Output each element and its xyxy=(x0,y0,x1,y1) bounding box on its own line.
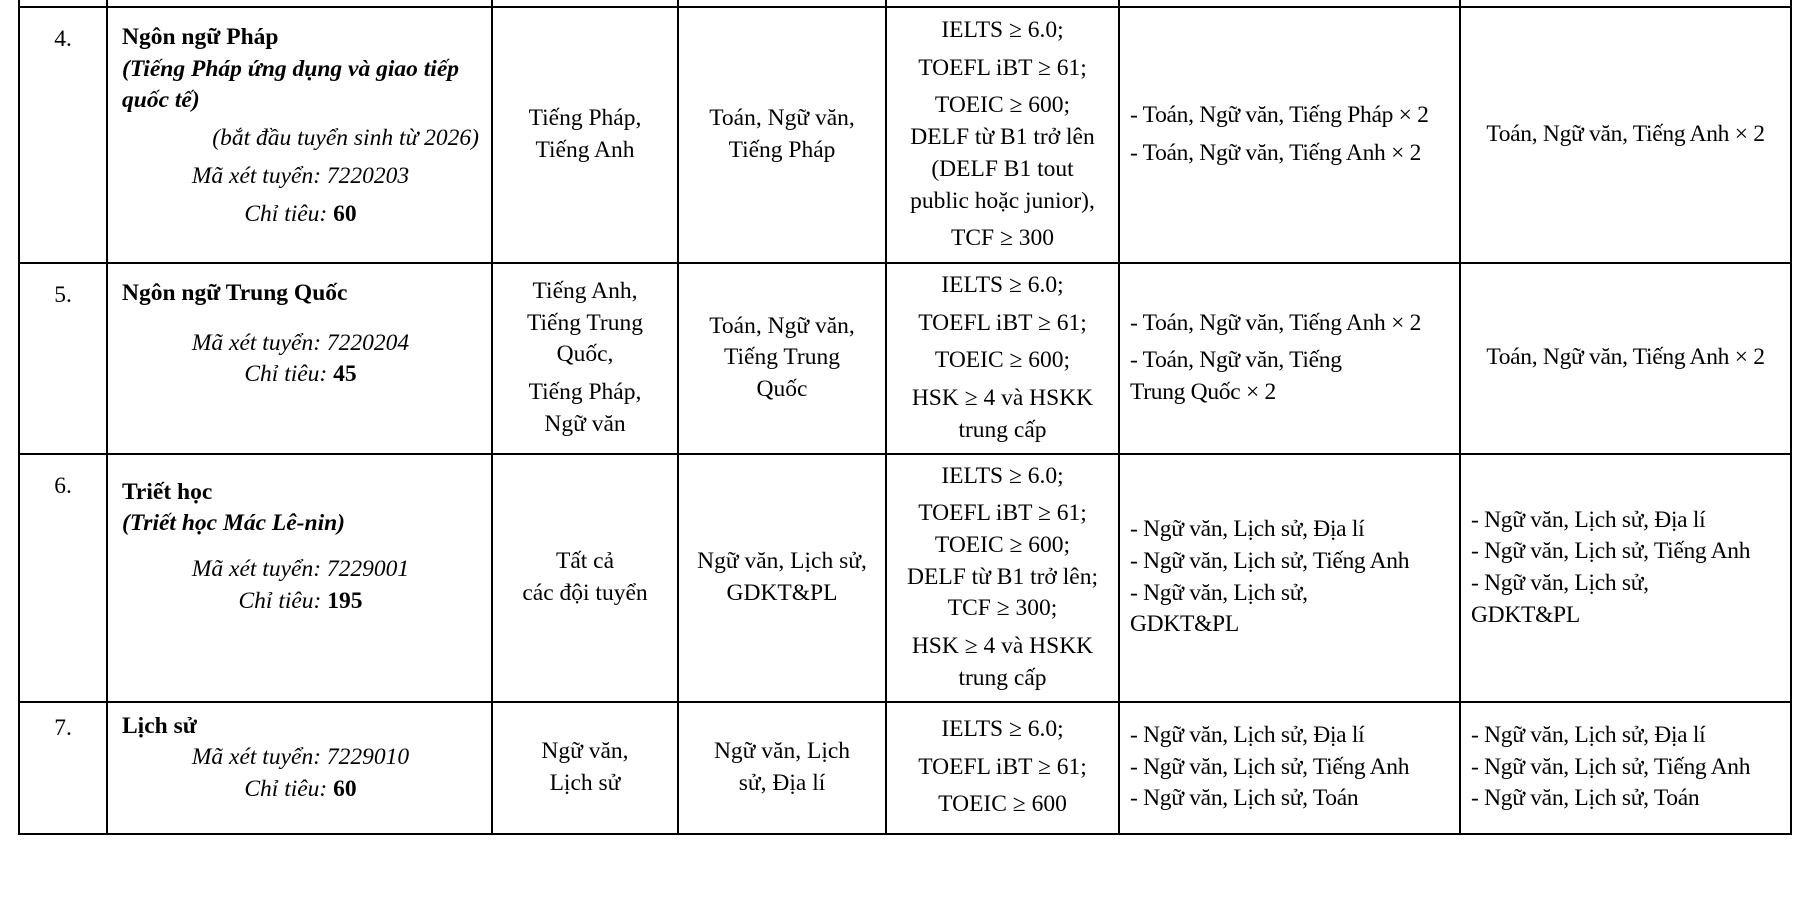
program-quota: Chỉ tiêu: 195 xyxy=(238,587,363,614)
program-code: Mã xét tuyển: 7229010 xyxy=(191,744,410,771)
program-cell xyxy=(107,263,492,454)
program-title: Ngôn ngữ Pháp xyxy=(122,24,279,50)
certificates-cell: IELTS ≥ 6.0; TOEFL iBT ≥ 61; TOEIC ≥ 600 xyxy=(886,702,1119,834)
program-cell xyxy=(107,702,492,834)
program-quota: Chỉ tiêu: 45 xyxy=(244,361,357,388)
program-cell xyxy=(107,7,492,263)
teams-cell: Tiếng Anh, Tiếng Trung Quốc, Tiếng Pháp, Ngữ văn xyxy=(492,263,678,454)
table-row xyxy=(19,702,1791,834)
combo-cell: Ngữ văn, Lịch sử, Địa lí xyxy=(678,702,886,834)
program-title: Lịch sử xyxy=(122,712,197,739)
transcript-combos-cell: Toán, Ngữ văn, Tiếng Anh × 2 xyxy=(1460,263,1791,454)
exam-combos-cell: - Ngữ văn, Lịch sử, Địa lí - Ngữ văn, Lịch sử, Tiếng Anh - Ngữ văn, Lịch sử, GDKT&PL xyxy=(1119,454,1460,702)
exam-combos-cell: - Ngữ văn, Lịch sử, Địa lí - Ngữ văn, Lịch sử, Tiếng Anh - Ngữ văn, Lịch sử, Toán xyxy=(1119,702,1460,834)
combo-cell: Toán, Ngữ văn, Tiếng Trung Quốc xyxy=(678,263,886,454)
table-row xyxy=(19,263,1791,454)
combo-cell: Ngữ văn, Lịch sử, GDKT&PL xyxy=(678,454,886,702)
transcript-combos-cell: - Ngữ văn, Lịch sử, Địa lí - Ngữ văn, Lịch sử, Tiếng Anh - Ngữ văn, Lịch sử, GDKT&PL xyxy=(1460,454,1791,702)
exam-combos-cell: - Toán, Ngữ văn, Tiếng Anh × 2 - Toán, Ngữ văn, Tiếng Trung Quốc × 2 xyxy=(1119,263,1460,454)
row-number: 4. xyxy=(19,7,107,263)
row-number: 5. xyxy=(19,263,107,454)
program-code: Mã xét tuyển: 7220204 xyxy=(191,329,410,356)
program-quota: Chỉ tiêu: 60 xyxy=(244,200,357,227)
table-row xyxy=(19,7,1791,263)
admission-table xyxy=(18,0,1792,835)
program-code: Mã xét tuyển: 7220203 xyxy=(191,162,410,189)
transcript-combos-cell: - Ngữ văn, Lịch sử, Địa lí - Ngữ văn, Lịch sử, Tiếng Anh - Ngữ văn, Lịch sử, Toán xyxy=(1460,702,1791,834)
program-subtitle: (Triết học Mác Lê-nin) xyxy=(122,510,345,537)
row-number: 6. xyxy=(19,454,107,702)
certificates-cell: IELTS ≥ 6.0; TOEFL iBT ≥ 61; TOEIC ≥ 600; DELF từ B1 trở lên (DELF B1 tout public hoặc junior), TCF ≥ 300 xyxy=(886,7,1119,263)
teams-cell: Tất cả các đội tuyển xyxy=(492,454,678,702)
table-row-stub xyxy=(19,0,1791,7)
program-code: Mã xét tuyển: 7229001 xyxy=(191,556,410,583)
program-quota: Chỉ tiêu: 60 xyxy=(244,776,357,803)
program-title: Triết học xyxy=(122,478,213,505)
table-row xyxy=(19,454,1791,702)
teams-cell: Tiếng Pháp, Tiếng Anh xyxy=(492,7,678,263)
program-subtitle: (Tiếng Pháp ứng dụng và giao tiếp quốc tế) xyxy=(122,55,459,114)
exam-combos-cell: - Toán, Ngữ văn, Tiếng Pháp × 2 - Toán, Ngữ văn, Tiếng Anh × 2 xyxy=(1119,7,1460,263)
teams-cell: Ngữ văn, Lịch sử xyxy=(492,702,678,834)
certificates-cell: IELTS ≥ 6.0; TOEFL iBT ≥ 61; TOEIC ≥ 600; HSK ≥ 4 và HSKK trung cấp xyxy=(886,263,1119,454)
certificates-cell: IELTS ≥ 6.0; TOEFL iBT ≥ 61; TOEIC ≥ 600; DELF từ B1 trở lên; TCF ≥ 300; HSK ≥ 4 và HSKK trung cấp xyxy=(886,454,1119,702)
combo-cell: Toán, Ngữ văn, Tiếng Pháp xyxy=(678,7,886,263)
row-number: 7. xyxy=(19,702,107,834)
program-title: Ngôn ngữ Trung Quốc xyxy=(122,280,348,306)
transcript-combos-cell: Toán, Ngữ văn, Tiếng Anh × 2 xyxy=(1460,7,1791,263)
program-note: (bắt đầu tuyển sinh từ 2026) xyxy=(212,125,479,152)
program-cell xyxy=(107,454,492,702)
